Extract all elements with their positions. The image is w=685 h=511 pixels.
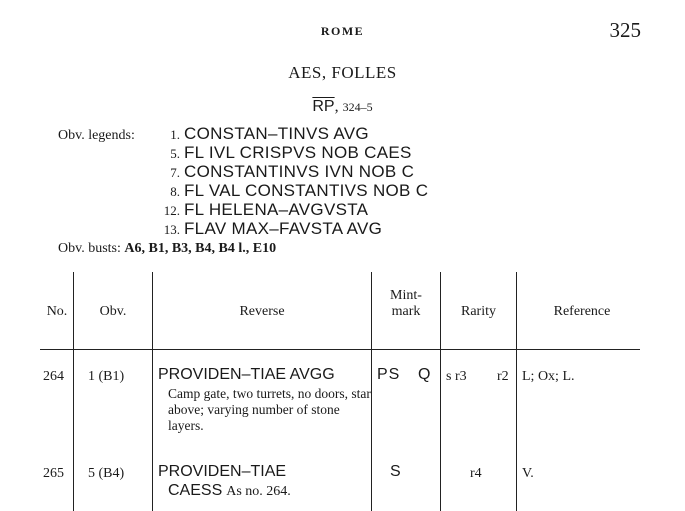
reverse-legend-2: CAESS: [168, 482, 223, 499]
row-number: 264: [43, 369, 64, 384]
reverse-legend: PROVIDEN–TIAE: [158, 463, 287, 480]
reference: V.: [522, 466, 534, 481]
rarity: r4: [470, 466, 482, 481]
legend-text: FL HELENA–AVGVSTA: [184, 200, 369, 219]
legend-number: 5.: [170, 146, 180, 161]
obverse-legend-row: [156, 143, 412, 163]
legend-number: 7.: [170, 165, 180, 180]
obverse-legends-label: Obv. legends:: [58, 128, 135, 143]
mint-and-dates: $\overline{RP}$, 324–5: [312, 98, 373, 115]
legend-number: 12.: [163, 203, 180, 218]
reverse-legend: PROVIDEN–TIAE AVGG: [158, 366, 335, 383]
reverse-note: As no. 264.: [226, 484, 291, 499]
obverse-busts-value: A6, B1, B3, B4, B4 l., E10: [124, 241, 277, 256]
reverse-legend-continued: [168, 482, 291, 500]
header-reference: Reference: [553, 304, 611, 319]
rarity-left: s r3: [446, 369, 467, 384]
header-mintmark: Mint-mark: [390, 288, 422, 319]
running-head: ROME: [320, 24, 365, 38]
page-number: 325: [609, 18, 641, 42]
mint-mark: $\overline{RP}$: [312, 98, 335, 115]
obverse-legend-row: [156, 181, 428, 201]
header-rarity: Rarity: [461, 304, 496, 319]
legend-number: 13.: [163, 222, 180, 237]
obverse-ref: 1 (B1): [88, 369, 125, 384]
header-rule: [40, 349, 640, 350]
legend-text: CONSTANTINVS IVN NOB C: [184, 162, 415, 181]
date-range: 324–5: [342, 100, 373, 114]
header-no: No.: [46, 304, 68, 319]
mintmark-left: PS: [377, 366, 401, 383]
legend-text: FLAV MAX–FAVSTA AVG: [184, 219, 383, 238]
section-title: AES, FOLLES: [288, 63, 397, 82]
legend-number: 1.: [170, 127, 180, 142]
header-reverse: Reverse: [239, 304, 285, 319]
obverse-ref: 5 (B4): [88, 466, 125, 481]
obverse-busts: [58, 241, 276, 257]
obverse-busts-label: Obv. busts:: [58, 241, 121, 256]
legend-text: FL VAL CONSTANTIVS NOB C: [184, 181, 429, 200]
reference: L; Ox; L.: [522, 369, 575, 384]
mintmark-right: Q: [418, 366, 432, 383]
mintmark: S: [390, 463, 402, 480]
legend-text: FL IVL CRISPVS NOB CAES: [184, 143, 412, 162]
obverse-legend-row: [156, 162, 414, 182]
row-number: 265: [43, 466, 64, 481]
header-obv: Obv.: [99, 304, 127, 319]
obverse-legend-row: [156, 200, 368, 220]
reverse-description: Camp gate, two turrets, no doors, star above; varying number of stone layers.: [168, 386, 371, 433]
obverse-legend-row: [156, 124, 369, 144]
rarity-right: r2: [497, 369, 509, 384]
legend-number: 8.: [170, 184, 180, 199]
legend-text: CONSTAN–TINVS AVG: [184, 124, 369, 143]
obverse-legend-row: [156, 219, 382, 239]
